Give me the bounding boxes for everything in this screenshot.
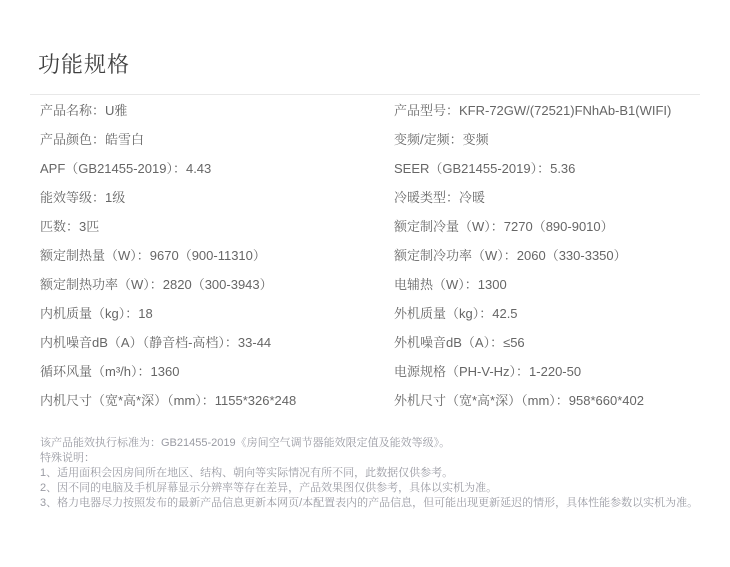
spec-cell-seer: SEER（GB21455-2019）：5.36 [394,161,576,176]
spec-cell-horsepower: 匹数：3匹 [40,219,100,234]
spec-cell-apf: APF（GB21455-2019）：4.43 [40,161,212,176]
spec-cell-cool-heat-type: 冷暖类型：冷暖 [394,190,486,205]
spec-row [30,240,700,269]
spec-row [30,385,700,414]
spec-row [30,356,700,385]
spec-row [30,269,700,298]
spec-row [30,153,700,182]
notes [30,436,700,511]
spec-row [30,298,700,327]
spec-cell-outdoor-noise: 外机噪音dB（A）：≤56 [394,335,525,350]
spec-cell-indoor-noise: 内机噪音dB（A）（静音档-高档）：33-44 [40,335,272,350]
spec-row [30,124,700,153]
spec-cell-rated-cooling: 额定制冷量（W）：7270（890-9010） [394,219,614,234]
spec-cell-heating-power: 额定制热功率（W）：2820（300-3943） [40,277,273,292]
spec-cell-inverter-type: 变频/定频：变频 [394,132,489,147]
spec-row [30,95,700,124]
spec-cell-air-circulation: 循环风量（m³/h）：1360 [40,364,180,379]
section-title: 功能规格 [38,52,131,77]
spec-cell-energy-grade: 能效等级：1级 [40,190,126,205]
spec-cell-power-spec: 电源规格（PH-V-Hz）：1-220-50 [394,364,582,379]
spec-row [30,182,700,211]
spec-row [30,211,700,240]
note-item-2: 2、因不同的电脑及手机屏幕显示分辨率等存在差异，产品效果图仅供参考，具体以实机为准。 [40,482,498,494]
spec-cell-indoor-weight: 内机质量（kg）：18 [40,306,153,321]
note-energy-standard: 该产品能效执行标准为：GB21455-2019《房间空气调节器能效限定值及能效等级》。 [40,437,451,449]
spec-row [30,327,700,356]
spec-cell-cooling-power: 额定制冷功率（W）：2060（330-3350） [394,248,627,263]
note-item-1: 1、适用面积会因房间所在地区、结构、朝向等实际情况有所不同，此数据仅供参考。 [40,467,454,479]
spec-cell-rated-heating: 额定制热量（W）：9670（900-11310） [40,248,266,263]
spec-cell-outdoor-weight: 外机质量（kg）：42.5 [394,306,518,321]
spec-cell-product-color: 产品颜色：皓雪白 [40,132,145,147]
spec-cell-product-name: 产品名称：U雅 [40,103,128,118]
spec-cell-indoor-dimensions: 内机尺寸（宽*高*深）（mm）：1155*326*248 [40,393,297,408]
note-item-3: 3、格力电器尽力按照发布的最新产品信息更新本网页/本配置表内的产品信息，但可能出现更新延迟的情形，具体性能参数以实机为准。 [40,497,699,509]
spec-table [30,94,700,414]
spec-cell-outdoor-dimensions: 外机尺寸（宽*高*深）（mm）：958*660*402 [394,393,644,408]
note-special-label: 特殊说明： [40,452,95,464]
spec-cell-product-model: 产品型号：KFR-72GW/(72521)FNhAb-B1(WIFI) [394,103,672,118]
spec-cell-electric-aux-heat: 电辅热（W）：1300 [394,277,507,292]
